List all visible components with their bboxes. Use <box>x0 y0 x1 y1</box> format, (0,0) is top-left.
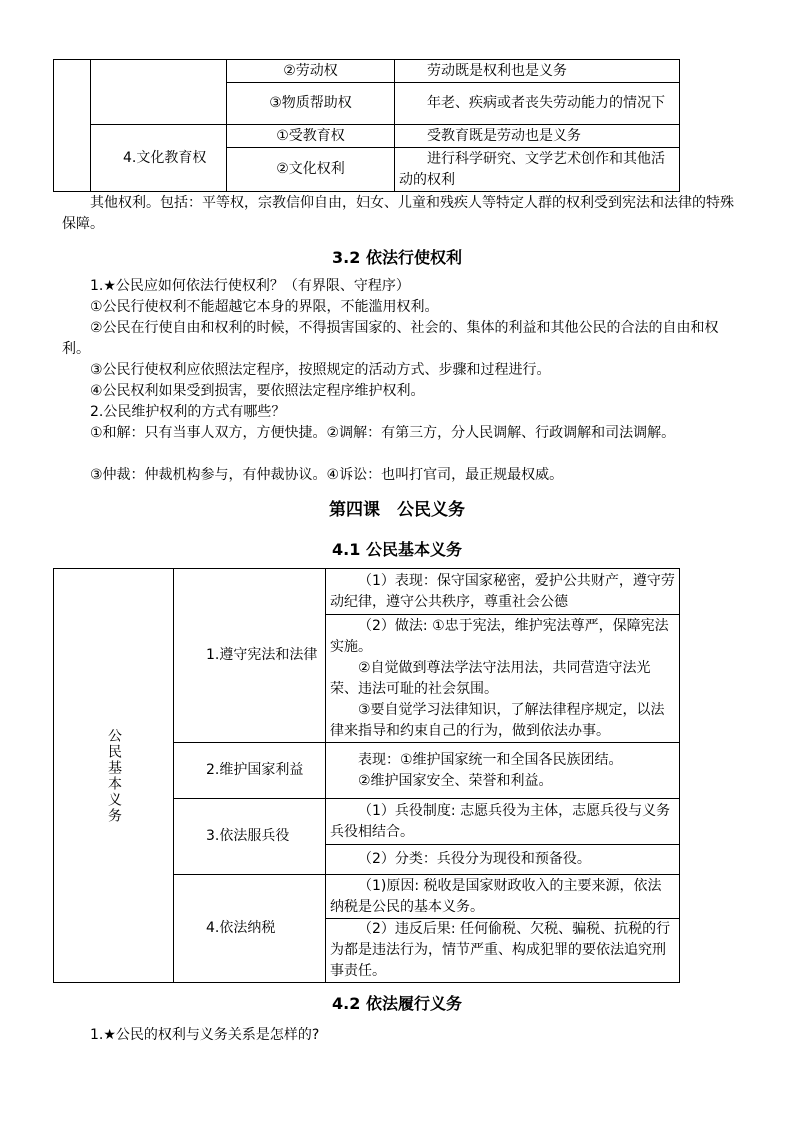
category-pay-taxes: 4.依法纳税 <box>174 875 326 983</box>
table-cell: 进行科学研究、文学艺术创作和其他活动的权利 <box>395 148 680 192</box>
table-cell: 劳动既是权利也是义务 <box>395 60 680 83</box>
question-text: 1.★公民应如何依法行使权利？（有界限、守程序） <box>90 278 410 294</box>
basic-duties-table <box>53 568 680 983</box>
table-cell: ②劳动权 <box>227 60 395 83</box>
paragraph: ③公民行使权利应依照法定程序，按照规定的活动方式、步骤和过程进行。 <box>90 362 551 378</box>
main-category-cell <box>54 569 174 983</box>
text-line: ②自觉做到尊法学法守法用法，共同营造守法光荣、违法可耻的社会氛围。 <box>330 659 651 697</box>
table-cell: 受教育既是劳动也是义务 <box>395 125 680 148</box>
table-cell: ③物质帮助权 <box>227 83 395 125</box>
table-cell: （2）违反后果: 任何偷税、欠税、骗税、抗税的行为都是违法行为，情节严重、构成犯罪的要依法追究刑事责任。 <box>326 919 680 983</box>
empty-main-cell <box>54 60 91 192</box>
section-4-2-title: 4.2 依法履行义务 <box>332 994 462 1013</box>
table-cell: ②文化权利 <box>227 148 395 192</box>
table-cell: （1）兵役制度: 志愿兵役为主体，志愿兵役与义务兵役相结合。 <box>326 799 680 845</box>
text-line: （2）做法: ①忠于宪法，维护宪法尊严，保障宪法实施。 <box>330 617 669 655</box>
table-cell: （1）表现：保守国家秘密，爱护公共财产，遵守劳动纪律，遵守公共秩序，尊重社会公德 <box>326 569 680 615</box>
paragraph: ①公民行使权利不能超越它本身的界限，不能滥用权利。 <box>90 299 439 315</box>
table-cell: （2）分类：兵役分为现役和预备役。 <box>326 845 680 875</box>
table-cell: ①受教育权 <box>227 125 395 148</box>
paragraph: ①和解：只有当事人双方，方便快捷。②调解：有第三方，分人民调解、行政调解和司法调解。 <box>90 425 676 441</box>
table-cell: （1)原因: 税收是国家财政收入的主要来源，依法纳税是公民的基本义务。 <box>326 875 680 919</box>
paragraph: ③仲裁：仲裁机构参与，有仲裁协议。④诉讼：也叫打官司，最正规最权威。 <box>90 467 564 483</box>
category-obey-constitution: 1.遵守宪法和法律 <box>174 569 326 743</box>
category-culture-education: 4.文化教育权 <box>91 125 227 192</box>
table-cell: 年老、疾病或者丧失劳动能力的情况下 <box>395 83 680 125</box>
other-rights-paragraph: 其他权利。包括：平等权，宗教信仰自由，妇女、儿童和残疾人等特定人群的权利受到宪法和法律的特殊保障。 <box>62 195 734 232</box>
rights-table-continued <box>53 59 680 192</box>
text-line: ③要自觉学习法律知识，了解法律程序规定，以法律来指导和约束自己的行为，做到依法办事。 <box>330 701 665 739</box>
table-cell <box>326 615 680 743</box>
category-military-service: 3.依法服兵役 <box>174 799 326 875</box>
paragraph: ④公民权利如果受到损害，要依照法定程序维护权利。 <box>90 383 425 399</box>
lesson-4-title: 第四课 公民义务 <box>329 500 465 520</box>
question-text: 2.公民维护权利的方式有哪些？ <box>90 404 286 420</box>
section-4-1-title: 4.1 公民基本义务 <box>332 540 462 559</box>
empty-category-cell <box>91 60 227 125</box>
main-category-label: 公民基本义务 <box>106 727 122 824</box>
category-national-interest: 2.维护国家利益 <box>174 743 326 799</box>
text-line: ②维护国家安全、荣誉和利益。 <box>358 772 553 789</box>
text-line: 表现：①维护国家统一和全国各民族团结。 <box>358 751 623 768</box>
section-3-2-title: 3.2 依法行使权利 <box>332 248 462 267</box>
question-text: 1.★公民的权利与义务关系是怎样的? <box>90 1027 320 1043</box>
table-cell <box>326 743 680 799</box>
paragraph: ②公民在行使自由和权利的时候，不得损害国家的、社会的、集体的利益和其他公民的合法的自由和权利。 <box>62 320 719 357</box>
